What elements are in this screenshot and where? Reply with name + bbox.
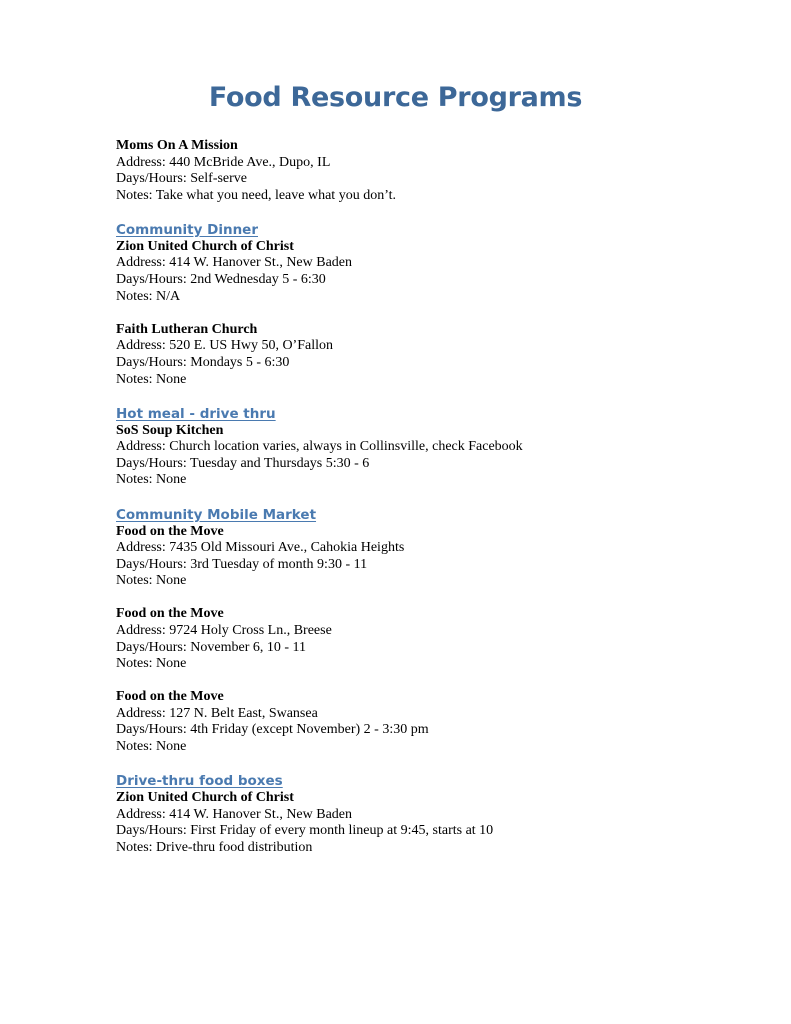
program-address: Address: 127 N. Belt East, Swansea bbox=[116, 705, 318, 721]
program-entry bbox=[116, 524, 756, 590]
program-hours: Days/Hours: 4th Friday (except November) 2 - 3:30 pm bbox=[116, 722, 429, 738]
section-heading: Drive-thru food boxes bbox=[116, 773, 283, 790]
program-name: Zion United Church of Christ bbox=[116, 790, 294, 806]
program-name: Food on the Move bbox=[116, 689, 224, 705]
program-notes: Notes: N/A bbox=[116, 288, 181, 304]
program-name: Moms On A Mission bbox=[116, 138, 238, 153]
program-notes: Notes: None bbox=[116, 472, 187, 488]
program-entry bbox=[116, 322, 756, 388]
section-community-dinner bbox=[116, 221, 756, 388]
section-heading: Hot meal - drive thru bbox=[116, 405, 276, 422]
section-heading: Community Dinner bbox=[116, 221, 258, 238]
program-address: Address: 414 W. Hanover St., New Baden bbox=[116, 806, 353, 822]
program-name: Food on the Move bbox=[116, 523, 224, 539]
program-name: Zion United Church of Christ bbox=[116, 238, 294, 254]
program-notes: Notes: None bbox=[116, 656, 187, 672]
program-notes: Notes: Drive-thru food distribution bbox=[116, 839, 313, 855]
program-notes: Notes: None bbox=[116, 573, 187, 589]
page-title: Food Resource Programs bbox=[208, 82, 583, 113]
program-entry bbox=[116, 790, 756, 856]
program-address: Address: 520 E. US Hwy 50, O’Fallon bbox=[116, 338, 333, 354]
program-hours: Days/Hours: November 6, 10 - 11 bbox=[116, 639, 307, 655]
program-address: Address: 414 W. Hanover St., New Baden bbox=[116, 255, 353, 271]
program-hours: Days/Hours: 2nd Wednesday 5 - 6:30 bbox=[116, 272, 326, 288]
program-name: SoS Soup Kitchen bbox=[116, 422, 224, 438]
program-hours: Days/Hours: 3rd Tuesday of month 9:30 - 11 bbox=[116, 556, 368, 572]
program-address: Address: 440 McBride Ave., Dupo, IL bbox=[116, 154, 331, 170]
program-hours: Days/Hours: Mondays 5 - 6:30 bbox=[116, 354, 290, 370]
section-drive-thru-food-boxes bbox=[116, 772, 756, 856]
program-entry bbox=[116, 239, 756, 305]
program-entry bbox=[116, 689, 756, 755]
document-body bbox=[116, 138, 756, 873]
program-hours: Days/Hours: Self-serve bbox=[116, 171, 248, 187]
program-notes: Notes: None bbox=[116, 739, 187, 755]
program-entry bbox=[116, 138, 756, 204]
program-entry bbox=[116, 606, 756, 672]
program-name: Food on the Move bbox=[116, 606, 224, 622]
program-address: Address: 7435 Old Missouri Ave., Cahokia Heights bbox=[116, 540, 405, 556]
section-community-mobile-market bbox=[116, 506, 756, 756]
section-hot-meal bbox=[116, 405, 756, 489]
program-entry bbox=[116, 423, 756, 489]
program-notes: Notes: None bbox=[116, 371, 187, 387]
program-hours: Days/Hours: First Friday of every month lineup at 9:45, starts at 10 bbox=[116, 823, 494, 839]
program-hours: Days/Hours: Tuesday and Thursdays 5:30 - 6 bbox=[116, 455, 370, 471]
program-address: Address: 9724 Holy Cross Ln., Breese bbox=[116, 622, 332, 638]
section-heading: Community Mobile Market bbox=[116, 506, 317, 523]
program-notes: Notes: Take what you need, leave what you don’t. bbox=[116, 187, 396, 203]
program-name: Faith Lutheran Church bbox=[116, 321, 258, 337]
program-address: Address: Church location varies, always in Collinsville, check Facebook bbox=[116, 439, 523, 455]
